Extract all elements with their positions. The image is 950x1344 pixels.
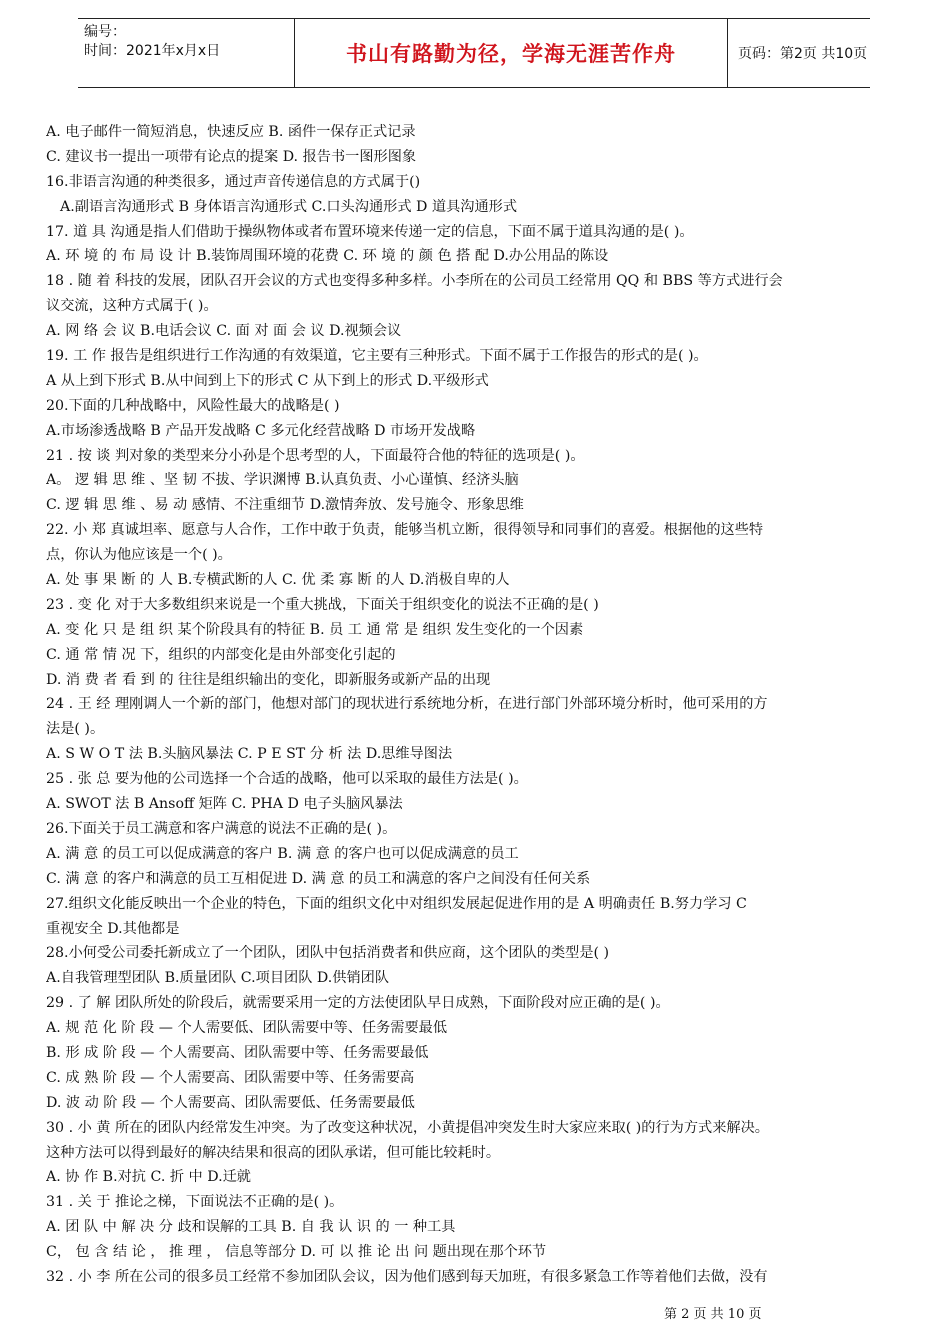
header-meta — [84, 23, 284, 61]
text-line: A. 团 队 中 解 决 分 歧和误解的工具 B. 自 我 认 识 的 一 种工具 — [46, 1219, 456, 1236]
text-line: 16.非语言沟通的种类很多，通过声音传递信息的方式属于() — [46, 173, 421, 190]
text-line: 25 . 张 总 要为他的公司选择一个合适的战略，他可以采取的最佳方法是( )。 — [46, 771, 528, 788]
text-line: 点，你认为他应该是一个( )。 — [46, 547, 232, 564]
text-line: A. 变 化 只 是 组 织 某个阶段具有的特征 B. 员 工 通 常 是 组织 发生变化的一个因素 — [46, 621, 584, 638]
header-motto-cell — [294, 19, 728, 87]
text-line: A. 电子邮件一简短消息，快速反应 B. 函件一保存正式记录 — [46, 124, 416, 140]
text-line: 32 . 小 李 所在公司的很多员工经常不参加团队会议，因为他们感到每天加班，有很多紧急工作等着他们去做，没有 — [46, 1268, 768, 1285]
text-line: A. 协 作 B.对抗 C. 折 中 D.迁就 — [46, 1169, 251, 1186]
text-line: 31 . 关 于 推论之梯，下面说法不正确的是( )。 — [46, 1194, 344, 1211]
text-line: 26.下面关于员工满意和客户满意的说法不正确的是( )。 — [46, 820, 397, 837]
text-line: C. 成 熟 阶 段 — 个人需要高、团队需要中等、任务需要高 — [46, 1069, 415, 1086]
text-line: 28.小何受公司委托新成立了一个团队，团队中包括消费者和供应商，这个团队的类型是( ) — [46, 945, 610, 962]
text-line: C. 通 常 情 况 下，组织的内部变化是由外部变化引起的 — [46, 646, 396, 663]
text-line: 23 . 变 化 对于大多数组织来说是一个重大挑战，下面关于组织变化的说法不正确的是( ) — [46, 596, 599, 613]
text-line: C. 逻 辑 思 维 、易 动 感情、不注重细节 D.激情奔放、发号施令、形象思维 — [46, 497, 524, 514]
text-line: A. 网 络 会 议 B.电话会议 C. 面 对 面 会 议 D.视频会议 — [46, 323, 402, 340]
text-line: A. S W O T 法 B.头脑风暴法 C. P E ST 分 析 法 D.思维导图法 — [46, 746, 453, 763]
page-footer: 第 2 页 共 10 页 — [664, 1307, 762, 1322]
text-line: B. 形 成 阶 段 — 个人需要高、团队需要中等、任务需要最低 — [46, 1044, 429, 1061]
text-line: A. SWOT 法 B Ansoff 矩阵 C. PHA D 电子头脑风暴法 — [46, 796, 403, 813]
text-line: C. 建议书一提出一项带有论点的提案 D. 报告书一图形图象 — [46, 148, 417, 165]
text-line: A. 处 事 果 断 的 人 B.专横武断的人 C. 优 柔 寡 断 的人 D.消极自卑的人 — [46, 572, 510, 589]
text-line: A.市场渗透战略 B 产品开发战略 C 多元化经营战略 D 市场开发战略 — [46, 422, 476, 439]
text-line: D. 消 费 者 看 到 的 往往是组织输出的变化，即新服务或新产品的出现 — [46, 671, 491, 688]
text-line: C， 包 含 结 论 ， 推 理 ， 信息等部分 D. 可 以 推 论 出 问 题出现在那个环节 — [46, 1244, 547, 1261]
text-line: 21 . 按 谈 判对象的类型来分小孙是个思考型的人，下面最符合他的特征的选项是( )。 — [46, 447, 585, 464]
text-line: A. 满 意 的员工可以促成满意的客户 B. 满 意 的客户也可以促成满意的员工 — [46, 845, 519, 862]
text-line: D. 波 动 阶 段 — 个人需要高、团队需要低、任务需要最低 — [46, 1094, 415, 1111]
document-body — [46, 120, 906, 1290]
text-line: 30 . 小 黄 所在的团队内经常发生冲突。为了改变这种状况，小黄提倡冲突发生时大家应来取( )的行为方式来解决。 — [46, 1119, 769, 1136]
text-line: 20.下面的几种战略中，风险性最大的战略是( ) — [46, 397, 340, 414]
text-line: A 从上到下形式 B.从中间到上下的形式 C 从下到上的形式 D.平级形式 — [46, 372, 489, 389]
text-line: 这种方法可以得到最好的解决结果和很高的团队承诺，但可能比较耗时。 — [46, 1144, 501, 1161]
text-line: 议交流，这种方式属于( )。 — [46, 298, 218, 315]
text-line: 22. 小 郑 真诚坦率、愿意与人合作，工作中敢于负责，能够当机立断，很得领导和同事们的喜爱。根据他的这些特 — [46, 522, 764, 539]
motto-text: 书山有路勤为径，学海无涯苦作舟 — [346, 42, 676, 66]
text-line: A.自我管理型团队 B.质量团队 C.项目团队 D.供销团队 — [46, 970, 390, 987]
text-line: 重视安全 D.其他都是 — [46, 920, 180, 937]
page-header — [78, 18, 870, 88]
text-line: A.副语言沟通形式 B 身体语言沟通形式 C.口头沟通形式 D 道具沟通形式 — [60, 198, 518, 215]
text-line: 19. 工 作 报告是组织进行工作沟通的有效渠道，它主要有三种形式。下面不属于工作报告的形式的是( )。 — [46, 348, 708, 365]
time-label: 时间：2021年x月x日 — [84, 43, 221, 59]
text-line: 27.组织文化能反映出一个企业的特色，下面的组织文化中对组织发展起促进作用的是 A 明确责任 B.努力学习 C — [46, 895, 747, 912]
text-line: A. 规 范 化 阶 段 — 个人需要低、团队需要中等、任务需要最低 — [46, 1020, 448, 1037]
serial-label: 编号： — [84, 24, 126, 40]
text-line: 法是( )。 — [46, 721, 105, 738]
text-line: A. 环 境 的 布 局 设 计 B.装饰周围环境的花费 C. 环 境 的 颜 色 搭 配 D.办公用品的陈设 — [46, 248, 609, 265]
text-line: A。 逻 辑 思 维 、坚 韧 不拔、学识渊博 B.认真负责、小心谨慎、经济头脑 — [46, 472, 519, 489]
text-line: 17. 道 具 沟通是指人们借助于操纵物体或者布置环境来传递一定的信息，下面不属于道具沟通的是( )。 — [46, 223, 694, 240]
text-line: 29 . 了 解 团队所处的阶段后，就需要采用一定的方法使团队早日成熟，下面阶段对应正确的是( )。 — [46, 995, 670, 1012]
text-line: C. 满 意 的客户和满意的员工互相促进 D. 满 意 的员工和满意的客户之间没有任何关系 — [46, 870, 591, 887]
text-line: 24 . 王 经 理刚调人一个新的部门，他想对部门的现状进行系统地分析，在进行部门外部环境分析时，他可采用的方 — [46, 696, 768, 713]
header-page-info: 页码：第2页 共10页 — [738, 46, 868, 62]
text-line: 18 . 随 着 科技的发展，团队召开会议的方式也变得多种多样。小李所在的公司员工经常用 QQ 和 BBS 等方式进行会 — [46, 273, 783, 290]
